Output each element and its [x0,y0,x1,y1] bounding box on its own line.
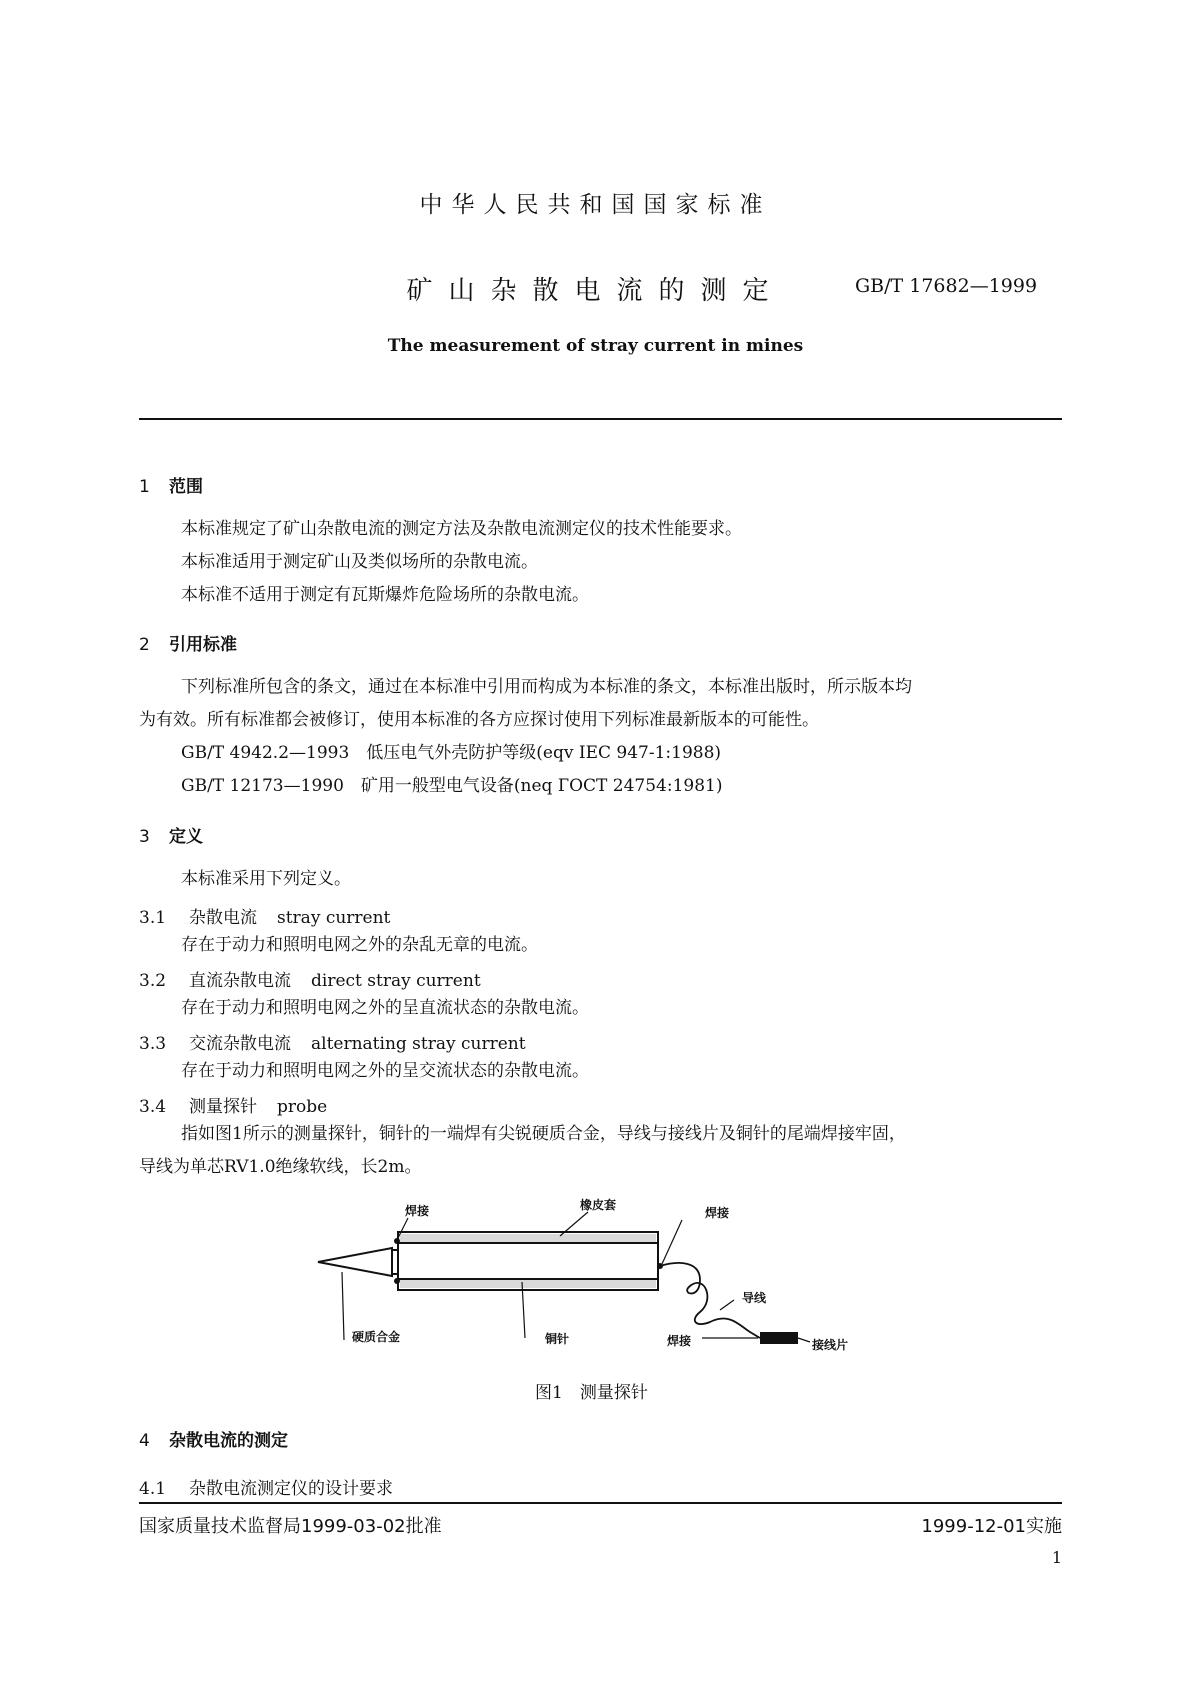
figure-label-hard-alloy: 硬质合金 [352,1330,401,1344]
definition-description: 存在于动力和照明电网之外的呈直流状态的杂散电流。 [181,998,589,1018]
standard-number: GB/T 17682—1999 [855,275,1038,297]
weld-dot [394,1278,400,1284]
definition-number: 3.4 [139,1097,167,1117]
approval-line: 国家质量技术监督局1999-03-02批准 [139,1516,442,1537]
figure-label-copper-needle: 铜针 [545,1332,570,1346]
figure-label-weld: 焊接 [705,1206,730,1220]
subsection-title: 杂散电流测定仪的设计要求 [189,1479,393,1499]
paragraph: 本标准采用下列定义。 [181,869,351,889]
definition-heading [139,903,390,928]
paragraph: 本标准不适用于测定有瓦斯爆炸危险场所的杂散电流。 [181,585,589,605]
paragraph: 下列标准所包含的条文，通过在本标准中引用而构成为本标准的条文，本标准出版时，所示版本均 [181,677,912,697]
section-number: 4 [139,1431,150,1451]
figure-label-terminal: 接线片 [812,1338,849,1352]
section-number: 1 [139,477,150,497]
definition-term: 测量探针 [189,1097,257,1117]
section-2-heading [139,630,237,655]
definition-heading [139,966,481,991]
definition-description: 存在于动力和照明电网之外的呈交流状态的杂散电流。 [181,1061,589,1081]
english-title: The measurement of stray current in mines [387,336,804,356]
paragraph: 为有效。所有标准都会被修订，使用本标准的各方应探讨使用下列标准最新版本的可能性。 [139,710,819,730]
paragraph: 本标准规定了矿山杂散电流的测定方法及杂散电流测定仪的技术性能要求。 [181,519,742,539]
section-number: 2 [139,635,150,655]
figure-label-rubber-sleeve: 橡皮套 [580,1198,617,1212]
definition-english: probe [277,1097,328,1117]
sleeve-texture-top [400,1234,656,1243]
section-title: 范围 [169,477,203,497]
leader-line [662,1220,682,1264]
subsection-number: 4.1 [139,1479,167,1499]
definition-number: 3.2 [139,971,167,991]
definition-description: 导线为单芯RV1.0绝缘软线，长2m。 [139,1157,422,1177]
page-number: 1 [1051,1548,1062,1567]
document-title: 矿山杂散电流的测定 [406,276,785,306]
definition-english: alternating stray current [311,1034,526,1054]
section-title: 杂散电流的测定 [169,1431,288,1451]
section-number: 3 [139,827,150,847]
implementation-date: 1999-12-01实施 [921,1516,1062,1537]
definition-heading [139,1092,327,1117]
footer-divider [139,1502,1062,1504]
figure-label-weld: 焊接 [667,1334,692,1348]
hard-alloy-tip [318,1248,392,1276]
definition-term: 直流杂散电流 [189,971,291,991]
header-divider [139,418,1062,420]
reference-item: GB/T 4942.2—1993 低压电气外壳防护等级(eqv IEC 947-1:1988) [181,743,722,763]
subsection-heading [139,1474,393,1499]
terminal-lug [760,1332,798,1344]
section-1-heading [139,472,203,497]
reference-item: GB/T 12173—1990 矿用一般型电气设备(neq ГОСТ 24754:1981) [181,776,723,796]
definition-number: 3.1 [139,908,167,928]
definition-english: stray current [277,908,391,928]
national-standard-title: 中华人民共和国国家标准 [419,192,772,218]
section-4-heading [139,1426,288,1451]
figure-label-wire: 导线 [742,1291,767,1305]
section-title: 引用标准 [169,635,237,655]
definition-english: direct stray current [311,971,481,991]
sleeve-texture-bottom [400,1279,656,1288]
paragraph: 本标准适用于测定矿山及类似场所的杂散电流。 [181,552,538,572]
section-title: 定义 [169,827,203,847]
definition-number: 3.3 [139,1034,167,1054]
definition-term: 杂散电流 [189,908,257,928]
leader-line [798,1338,810,1342]
definition-heading [139,1029,526,1054]
leader-line [720,1300,734,1310]
weld-dot [394,1238,400,1244]
leader-line [342,1272,344,1340]
definition-description: 存在于动力和照明电网之外的杂乱无章的电流。 [181,935,538,955]
figure-caption: 图1 测量探针 [535,1383,648,1403]
figure-label-weld: 焊接 [405,1204,430,1218]
section-3-heading [139,822,203,847]
definition-term: 交流杂散电流 [189,1034,291,1054]
definition-description: 指如图1所示的测量探针，铜针的一端焊有尖锐硬质合金，导线与接线片及铜针的尾端焊接牢固， [181,1124,906,1144]
